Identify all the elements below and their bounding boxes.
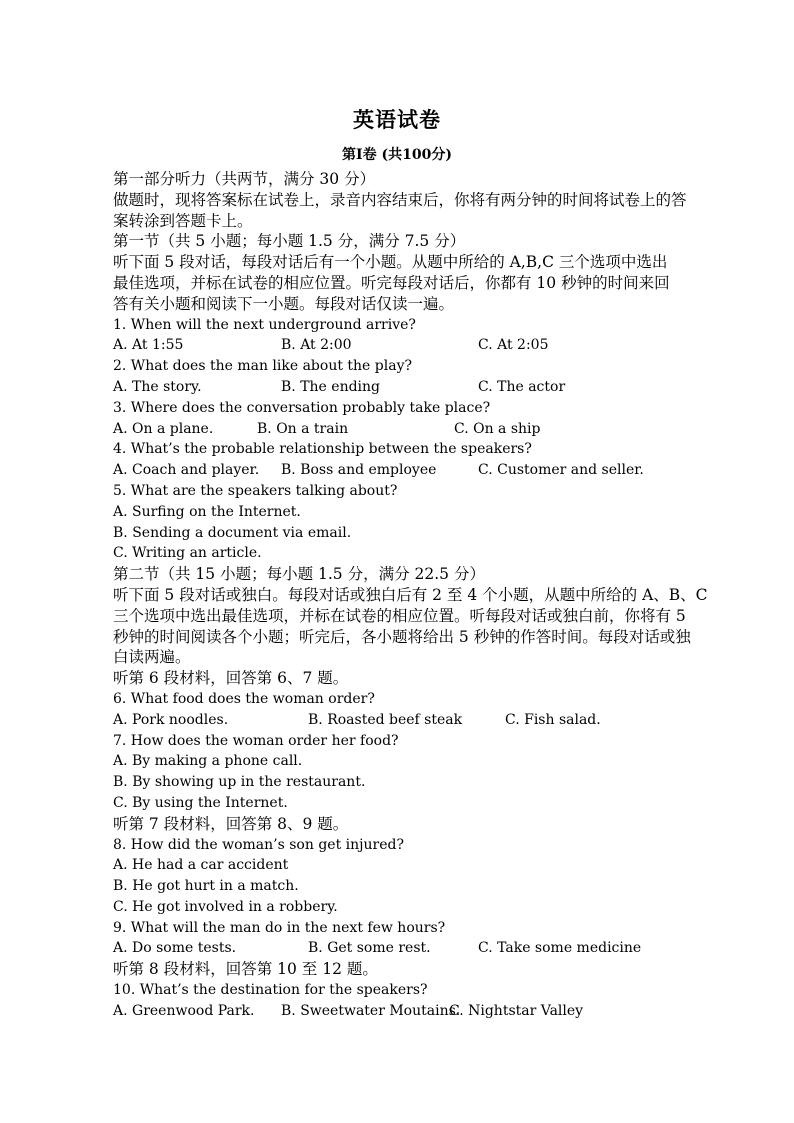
option-c: C. Writing an article. [113, 545, 262, 562]
options-row [113, 710, 703, 731]
question-2: 2. What does the man like about the play? [113, 358, 412, 375]
section1-intro-line: 答有关小题和阅读下一小题。每段对话仅读一遍。 [113, 294, 455, 313]
option-a: A. The story. [113, 378, 202, 395]
option-b: B. Boss and employee [281, 462, 437, 479]
exam-body [113, 169, 708, 1022]
material-8-heading: 听第 8 段材料，回答第 10 至 12 题。 [113, 960, 378, 979]
question-3: 3. Where does the conversation probably take place? [113, 399, 491, 416]
part1-intro-line: 案转涂到答题卡上。 [113, 211, 253, 230]
option-c: C. On a ship [454, 420, 541, 437]
material-7-heading: 听第 7 段材料，回答第 8、9 题。 [113, 814, 349, 833]
question-5: 5. What are the speakers talking about? [113, 482, 398, 499]
option-b: B. Sweetwater Moutains. [281, 1002, 461, 1019]
option-b: B. On a train [257, 420, 349, 437]
option-b: B. Sending a document via email. [113, 524, 352, 541]
section2-heading: 第二节（共 15 小题；每小题 1.5 分，满分 22.5 分） [113, 565, 485, 584]
options-row [113, 377, 703, 398]
part1-intro-line: 做题时，现将答案标在试卷上，录音内容结束后，你将有两分钟的时间将试卷上的答 [113, 190, 687, 209]
section2-intro-line: 三个选项中选出最佳选项，并标在试卷的相应位置。听每段对话或独白前，你将有 5 [113, 606, 686, 625]
question-7: 7. How does the woman order her food? [113, 732, 399, 749]
options-row [113, 938, 703, 959]
part1-heading: 第一部分听力（共两节，满分 30 分） [113, 170, 376, 188]
option-a: A. At 1:55 [113, 337, 184, 354]
section1-heading: 第一节（共 5 小题；每小题 1.5 分，满分 7.5 分） [113, 232, 466, 251]
page-title: 英语试卷 [353, 107, 441, 132]
section2-intro-line: 白读两遍。 [113, 648, 191, 667]
option-b: B. Roasted beef steak [308, 711, 463, 728]
question-6: 6. What food does the woman order? [113, 690, 375, 707]
page-subtitle: 第Ⅰ卷 (共100分) [342, 147, 452, 163]
option-c: C. Take some medicine [478, 940, 642, 957]
option-c: C. He got involved in a robbery. [113, 898, 338, 915]
option-c: C. Customer and seller. [478, 462, 644, 479]
question-1: 1. When will the next underground arrive? [113, 316, 416, 333]
section2-intro-line: 听下面 5 段对话或独白。每段对话或独白后有 2 至 4 个小题，从题中所给的 A、B、C [113, 585, 708, 604]
option-a: A. Coach and player. [113, 462, 260, 479]
option-a: A. Greenwood Park. [113, 1002, 255, 1019]
question-4: 4. What’s the probable relationship between the speakers? [113, 441, 532, 458]
options-row [113, 460, 703, 481]
option-a: A. Do some tests. [113, 940, 237, 957]
option-b: B. By showing up in the restaurant. [113, 774, 366, 791]
option-a: A. Surfing on the Internet. [113, 503, 301, 520]
options-row [113, 1001, 703, 1022]
section1-intro-line: 听下面 5 段对话，每段对话后有一个小题。从题中所给的 A,B,C 三个选项中选出 [113, 253, 668, 272]
option-a: A. He had a car accident [113, 857, 289, 874]
question-10: 10. What’s the destination for the speakers? [113, 982, 428, 999]
question-9: 9. What will the man do in the next few hours? [113, 919, 446, 936]
option-c: C. At 2:05 [478, 337, 549, 354]
option-c: C. The actor [478, 378, 566, 395]
options-row [113, 419, 703, 440]
option-c: C. By using the Internet. [113, 794, 288, 811]
option-b: B. At 2:00 [281, 337, 352, 354]
option-c: C. Fish salad. [505, 711, 601, 728]
option-b: B. He got hurt in a match. [113, 878, 299, 895]
section1-intro-line: 最佳选项，并标在试卷的相应位置。听完每段对话后，你都有 10 秒钟的时间来回 [113, 273, 670, 292]
option-b: B. The ending [281, 378, 380, 395]
options-row [113, 335, 703, 356]
option-c: C. Nightstar Valley [449, 1002, 584, 1019]
section2-intro-line: 秒钟的时间阅读各个小题；听完后，各小题将给出 5 秒钟的作答时间。每段对话或独 [113, 627, 691, 646]
option-a: A. Pork noodles. [113, 711, 229, 728]
option-a: A. By making a phone call. [113, 753, 303, 770]
question-8: 8. How did the woman’s son get injured? [113, 836, 404, 853]
material-6-heading: 听第 6 段材料，回答第 6、7 题。 [113, 669, 349, 688]
option-a: A. On a plane. [113, 420, 214, 437]
option-b: B. Get some rest. [308, 940, 431, 957]
